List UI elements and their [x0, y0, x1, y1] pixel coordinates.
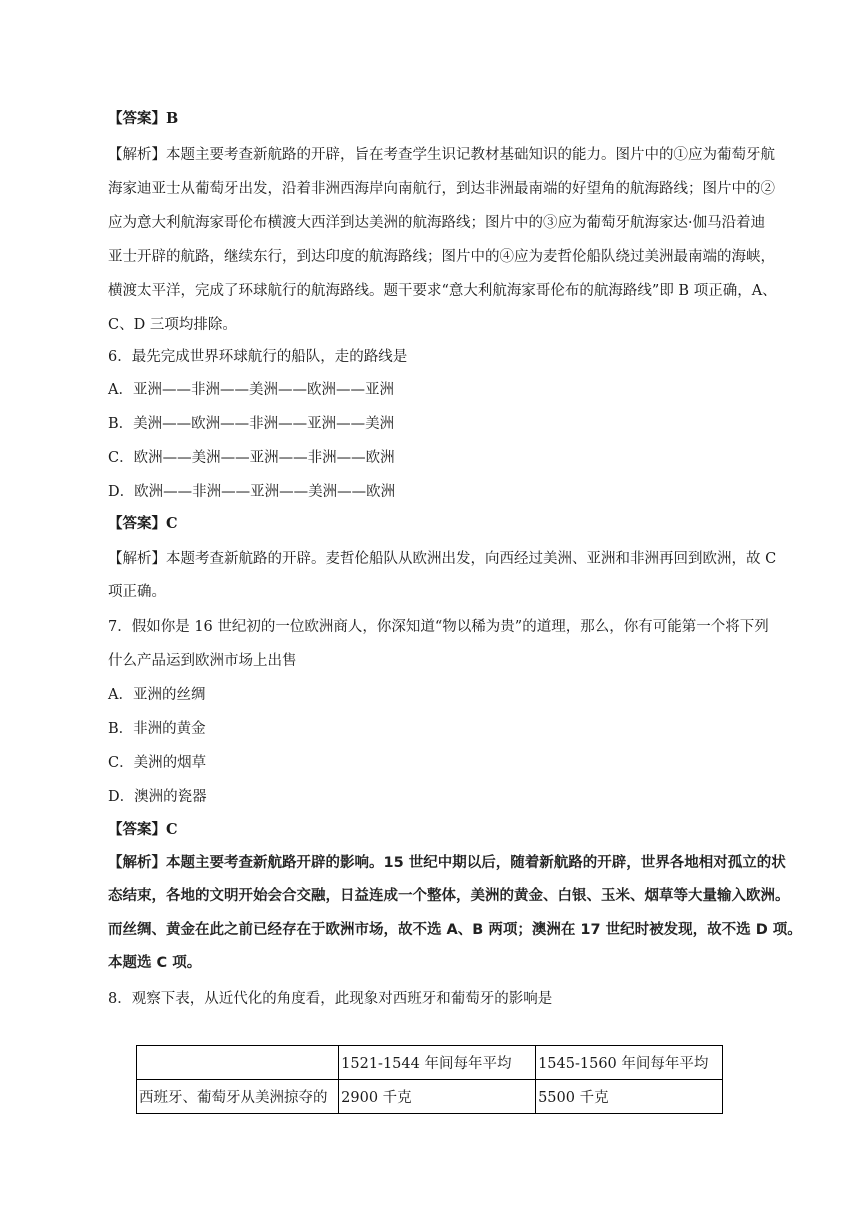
q5-analysis-line: 海家迪亚士从葡萄牙出发，沿着非洲西海岸向南航行，到达非洲最南端的好望角的航海路线；图片中的②	[108, 181, 775, 197]
q6-option-d: D．欧洲——非洲——亚洲——美洲——欧洲	[108, 484, 396, 500]
q5-answer: 【答案】B	[108, 110, 179, 127]
q7-option-b: B．非洲的黄金	[108, 721, 206, 737]
q7-analysis-line: 而丝绸、黄金在此之前已经存在于欧洲市场，故不选 A、B 两项；澳洲在 17 世纪时被发现，故不选 D 项。	[108, 922, 802, 938]
q7-stem-line: 什么产品运到欧洲市场上出售	[108, 653, 297, 669]
q5-analysis-line: 应为意大利航海家哥伦布横渡大西洋到达美洲的航海路线；图片中的③应为葡萄牙航海家达·伽马沿着迪	[108, 215, 766, 231]
table-header-row	[137, 1046, 723, 1080]
q8-data-table	[136, 1045, 723, 1114]
table-cell: 5500 千克	[536, 1080, 723, 1114]
q7-answer: 【答案】C	[108, 821, 178, 838]
q7-analysis-line: 态结束，各地的文明开始会合交融，日益连成一个整体，美洲的黄金、白银、玉米、烟草等大量输入欧洲。	[108, 888, 790, 904]
q7-stem-line: 7．假如你是 16 世纪初的一位欧洲商人，你深知道“物以稀为贵”的道理，那么，你有可能第一个将下列	[108, 619, 769, 635]
q6-option-a: A．亚洲——非洲——美洲——欧洲——亚洲	[108, 382, 394, 398]
table-cell: 1521-1544 年间每年平均	[339, 1046, 536, 1080]
table-cell: 2900 千克	[339, 1080, 536, 1114]
q6-analysis-line: 【解析】本题考查新航路的开辟。麦哲伦船队从欧洲出发，向西经过美洲、亚洲和非洲再回到欧洲，故 C	[108, 551, 777, 567]
q6-stem: 6．最先完成世界环球航行的船队，走的路线是	[108, 349, 408, 365]
table-cell	[137, 1046, 339, 1080]
q5-analysis-line: 横渡太平洋，完成了环球航行的航海路线。题干要求“意大利航海家哥伦布的航海路线”即 B 项正确，A、	[108, 283, 777, 299]
q5-analysis-line: C、D 三项均排除。	[108, 317, 237, 333]
q7-option-d: D．澳洲的瓷器	[108, 789, 207, 805]
q7-option-a: A．亚洲的丝绸	[108, 687, 206, 703]
table-cell: 西班牙、葡萄牙从美洲掠夺的	[137, 1080, 339, 1114]
table-cell: 1545-1560 年间每年平均	[536, 1046, 723, 1080]
q8-stem: 8．观察下表，从近代化的角度看，此现象对西班牙和葡萄牙的影响是	[108, 991, 553, 1007]
q5-analysis-line: 亚士开辟的航路，继续东行，到达印度的航海路线；图片中的④应为麦哲伦船队绕过美洲最南端的海峡，	[108, 249, 775, 265]
q6-option-b: B．美洲——欧洲——非洲——亚洲——美洲	[108, 416, 395, 432]
q6-option-c: C．欧洲——美洲——亚洲——非洲——欧洲	[108, 450, 395, 466]
q7-analysis-line: 本题选 C 项。	[108, 955, 202, 971]
q6-answer: 【答案】C	[108, 515, 178, 532]
q7-analysis-line: 【解析】本题主要考查新航路开辟的影响。15 世纪中期以后，随着新航路的开辟，世界各地相对孤立的状	[108, 855, 786, 871]
q6-analysis-line: 项正确。	[108, 584, 166, 600]
table-row	[137, 1080, 723, 1114]
q7-option-c: C．美洲的烟草	[108, 755, 207, 771]
q5-analysis-line: 【解析】本题主要考查新航路的开辟，旨在考查学生识记教材基础知识的能力。图片中的①应为葡萄牙航	[108, 147, 775, 163]
